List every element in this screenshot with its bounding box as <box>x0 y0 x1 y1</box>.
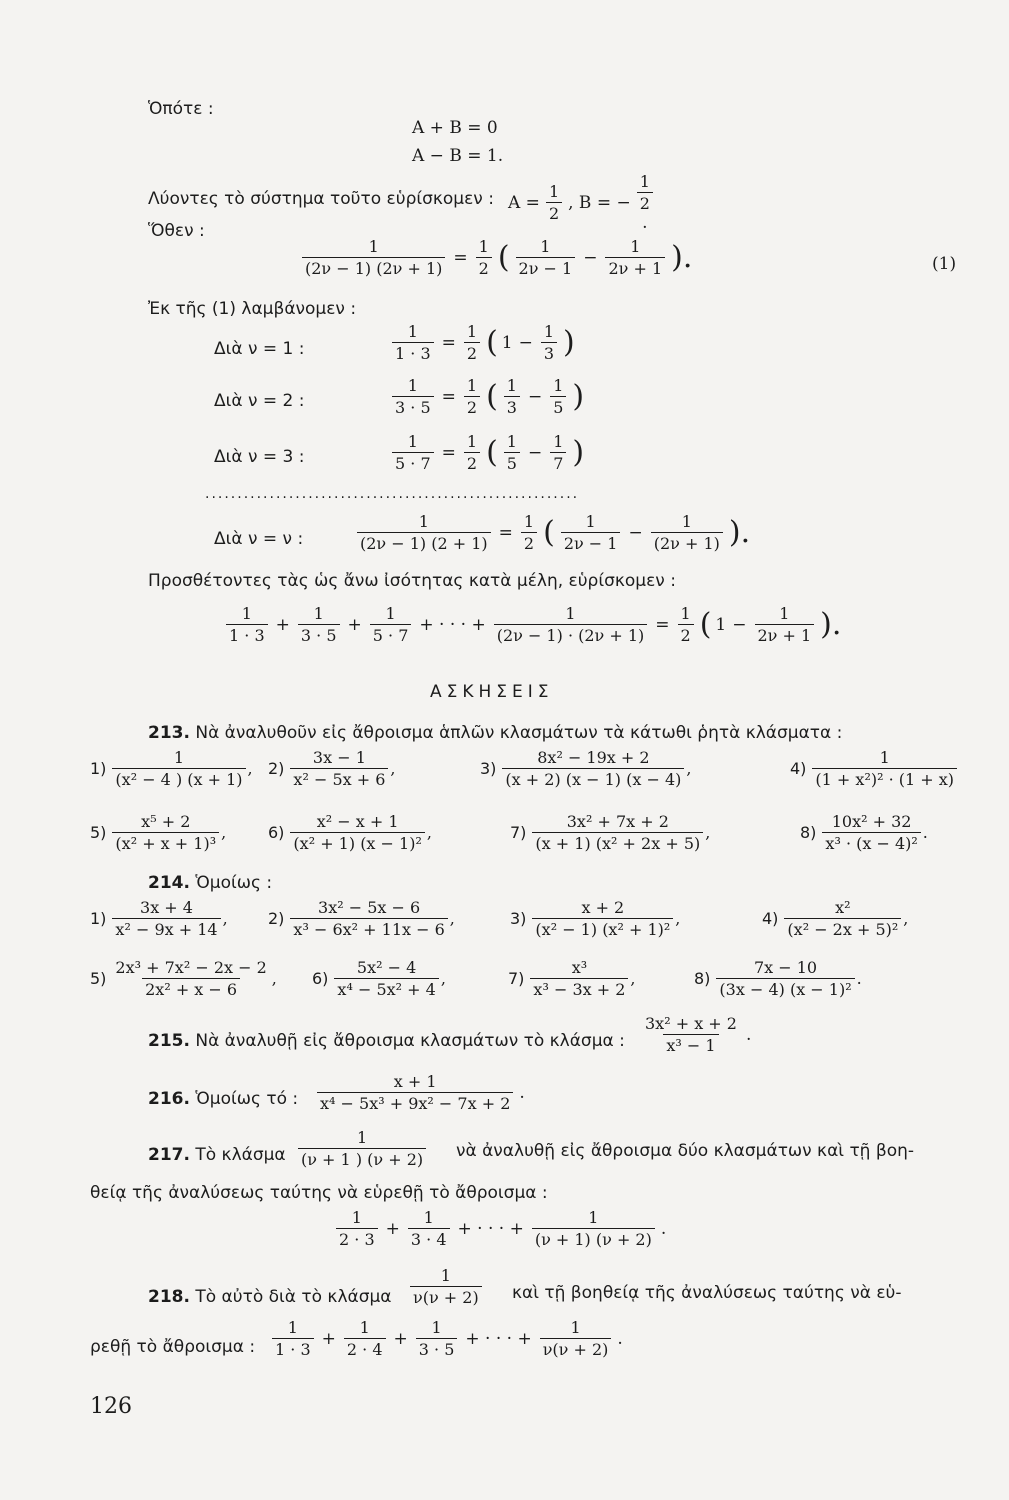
item-fraction: $\frac{\text{3x² − 5x − 6}}{\text{x³ − 6x² + 11x − 6}}$ <box>290 898 447 939</box>
exercise-214-item: 2) $\frac{\text{3x² − 5x − 6}}{\text{x³ − 6x² + 11x − 6}}$ , <box>268 898 455 939</box>
exercise-217: 217. Τὸ κλάσμα <box>148 1145 286 1165</box>
exercise-217-text-c: θείᾳ τῆς ἀναλύσεως ταύτης νὰ εὑρεθῇ τὸ ἄθροισμα : <box>90 1183 548 1203</box>
item-fraction: $\frac{\text{10x² + 32}}{\text{x³ · (x − 4)²}}$ <box>822 812 920 853</box>
item-label: 6) <box>312 969 329 988</box>
exercise-216-fraction: $\frac{x + 1}{\text{x⁴ − 5x³ + 9x² − 7x + 2}}$ . <box>315 1072 525 1113</box>
item-label: 5) <box>90 823 107 842</box>
exercise-213-item: 1) $\frac{1}{\text{(x² − 4 ) (x + 1)}}$ , <box>90 748 253 789</box>
exercises-heading: ΑΣΚΗΣΕΙΣ <box>430 682 554 702</box>
exercise-217-text-b: νὰ ἀναλυθῇ εἰς ἄθροισμα δύο κλασμάτων καὶ τῇ βοη- <box>456 1141 915 1161</box>
exercise-214-item: 5) $\frac{\text{2x³ + 7x² − 2x − 2}}{\text{2x² + x − 6}}$ , <box>90 958 277 999</box>
item-label: 2) <box>268 759 285 778</box>
case-v1-label: Διὰ ν = 1 : <box>214 339 305 359</box>
exercise-216: 216. Ὁμοίως τό : <box>148 1089 299 1109</box>
exercise-213-row-2 <box>90 812 970 868</box>
exercise-213-row-1 <box>90 748 970 804</box>
fraction-main-b: $\frac{1}{2\nu + 1}$ <box>605 237 665 278</box>
equation-number: (1) <box>932 254 957 274</box>
exercise-214-item: 8) $\frac{7x - 10}{\text{(3x − 4) (x − 1)²}}$ . <box>694 958 862 999</box>
item-label: 6) <box>268 823 285 842</box>
item-label: 8) <box>800 823 817 842</box>
opote-label: Ὁπότε : <box>148 99 214 119</box>
exercise-214-item: 1) $\frac{3x + 4}{\text{x² − 9x + 14}}$ , <box>90 898 228 939</box>
case-vn: $\frac{1}{(2\nu - 1) (2 + 1)}$ = $\frac{1}{2}$ ( $\frac{1}{2\nu - 1}$ − $\frac{1}{(2\nu + 1)}$ ). <box>355 512 750 553</box>
equation-a-minus-b: A − B = 1. <box>412 146 504 166</box>
item-label: 1) <box>90 759 107 778</box>
item-fraction: $\frac{1}{\text{(x² − 4 ) (x + 1)}}$ <box>112 748 245 789</box>
exercise-213-item: 8) $\frac{\text{10x² + 32}}{\text{x³ · (x − 4)²}}$ . <box>800 812 928 853</box>
exercise-218-sum: $\frac{1}{1 \cdot 3}$ + $\frac{1}{2 \cdot 4}$ + $\frac{1}{3 \cdot 5}$ + · · · + $\frac{1}{\nu(\nu + 2)}$ . <box>270 1318 623 1359</box>
exercise-214-item: 3) $\frac{x + 2}{\text{(x² − 1) (x² + 1)²}}$ , <box>510 898 681 939</box>
item-fraction: $\frac{3x - 1}{\text{x² − 5x + 6}}$ <box>290 748 388 789</box>
fraction-half: 1 2 . <box>637 172 653 233</box>
fraction-main-lhs: $\frac{1}{(2\nu - 1) (2\nu + 1)}$ <box>302 237 445 278</box>
item-fraction: $\frac{\text{5x² − 4}}{\text{x⁴ − 5x² + 4}}$ <box>334 958 438 999</box>
item-fraction: $\frac{3x + 4}{\text{x² − 9x + 14}}$ <box>112 898 220 939</box>
exercise-214-row-2 <box>90 958 970 1014</box>
fraction-half: $\frac{1}{2}$ <box>546 182 562 223</box>
item-fraction: $\frac{\text{x²}}{\text{(x² − 2x + 5)²}}$ <box>784 898 901 939</box>
othen-label: Ὅθεν : <box>148 221 205 241</box>
exercise-213-item: 3) $\frac{\text{8x² − 19x + 2}}{(x + 2) (x - 1) (x - 4)}$ , <box>480 748 692 789</box>
exercise-213-item: 6) $\frac{\text{x² − x + 1}}{\text{(x² + 1) (x − 1)²}}$ , <box>268 812 432 853</box>
telescoping-sum: $\frac{1}{1 \cdot 3}$ + $\frac{1}{3 \cdot 5}$ + $\frac{1}{5 \cdot 7}$ + · · · + $\frac{1}{(2\nu - 1) \cdot (2\nu + 1)}$ = $\frac{1}{2}$ ( 1 − $\frac{1}{2\nu + 1}$ ). <box>224 604 841 645</box>
main-identity: $\frac{1}{(2\nu - 1) (2\nu + 1)}$ = $\frac{1}{2}$ ( $\frac{1}{2\nu - 1}$ − $\frac{1}{2\nu + 1}$ ). <box>300 237 692 278</box>
exercise-213-item <box>790 748 959 789</box>
item-label: 2) <box>268 909 285 928</box>
exercise-218-text-b: καὶ τῇ βοηθείᾳ τῆς ἀναλύσεως ταύτης νὰ εὑ- <box>512 1283 902 1303</box>
case-v2-label: Διὰ ν = 2 : <box>214 391 305 411</box>
equation-a-plus-b: A + B = 0 <box>412 118 498 138</box>
item-label: 7) <box>510 823 527 842</box>
item-fraction: $\frac{7x - 10}{\text{(3x − 4) (x − 1)²}}$ <box>716 958 854 999</box>
exercise-218: 218. Τὸ αὐτὸ διὰ τὸ κλάσμα <box>148 1287 392 1307</box>
page-number: 126 <box>90 1394 132 1419</box>
case-v2: $\frac{1}{3 \cdot 5}$ = $\frac{1}{2}$ ( $\frac{1}{3}$ − $\frac{1}{5}$ ) <box>390 376 584 417</box>
adding-text: Προσθέτοντες τὰς ὡς ἄνω ἰσότητας κατὰ μέλη, εὑρίσκομεν : <box>148 571 676 591</box>
item-label: 5) <box>90 969 107 988</box>
exercise-213-item: 7) $\frac{\text{3x² + 7x + 2}}{\text{(x + 1) (x² + 2x + 5)}}$ , <box>510 812 711 853</box>
exercise-218-text-c: ρεθῇ τὸ ἄθροισμα : <box>90 1337 256 1357</box>
exercise-213-item: 5) $\frac{\text{x⁵ + 2}}{\text{(x² + x + 1)³}}$ , <box>90 812 227 853</box>
item-fraction: $\frac{\text{3x² + 7x + 2}}{\text{(x + 1) (x² + 2x + 5)}}$ <box>532 812 703 853</box>
item-fraction: $\frac{\text{x⁵ + 2}}{\text{(x² + x + 1)³}}$ <box>112 812 219 853</box>
case-v3: $\frac{1}{5 \cdot 7}$ = $\frac{1}{2}$ ( $\frac{1}{5}$ − $\frac{1}{7}$ ) <box>390 432 584 473</box>
exercise-214-item: 4) $\frac{\text{x²}}{\text{(x² − 2x + 5)²}}$ , <box>762 898 909 939</box>
exercise-214-item: 6) $\frac{\text{5x² − 4}}{\text{x⁴ − 5x² + 4}}$ , <box>312 958 446 999</box>
item-label: 3) <box>480 759 497 778</box>
item-label: 4) <box>762 909 779 928</box>
item-label: 4) <box>790 759 807 778</box>
solution-a-b <box>508 172 655 233</box>
item-fraction: $\frac{\text{8x² − 19x + 2}}{(x + 2) (x - 1) (x - 4)}$ <box>502 748 684 789</box>
exercise-217-sum: $\frac{1}{2 \cdot 3}$ + $\frac{1}{3 \cdot 4}$ + · · · + $\frac{1}{(\nu + 1) (\nu + 2)}$ . <box>334 1208 666 1249</box>
item-fraction: $\frac{\text{x² − x + 1}}{\text{(x² + 1) (x − 1)²}}$ <box>290 812 424 853</box>
exercise-218-fraction: $\frac{1}{\nu(\nu + 2)}$ <box>408 1266 484 1307</box>
exercise-214-item: 7) $\frac{\text{x³}}{\text{x³ − 3x + 2}}$ , <box>508 958 636 999</box>
dotted-separator: .......................................................... <box>205 486 580 502</box>
item-label: 7) <box>508 969 525 988</box>
fraction-half: $\frac{1}{2}$ <box>476 237 492 278</box>
item-fraction: $\frac{x + 2}{\text{(x² − 1) (x² + 1)²}}$ <box>532 898 673 939</box>
exercise-217-fraction: $\frac{1}{(\nu + 1 ) (\nu + 2)}$ <box>296 1128 428 1169</box>
case-vn-label: Διὰ ν = ν : <box>214 529 304 549</box>
case-v1: $\frac{1}{1 \cdot 3}$ = $\frac{1}{2}$ ( 1 − $\frac{1}{3}$ ) <box>390 322 575 363</box>
item-label: 8) <box>694 969 711 988</box>
ek-text: Ἐκ τῆς (1) λαμβάνομεν : <box>148 299 357 319</box>
exercise-213: 213. Νὰ ἀναλυθοῦν εἰς ἄθροισμα ἁπλῶν κλασμάτων τὰ κάτωθι ῥητὰ κλάσματα : <box>148 723 843 743</box>
exercise-213-item: 2) $\frac{3x - 1}{\text{x² − 5x + 6}}$ , <box>268 748 396 789</box>
exercise-214: 214. Ὁμοίως : <box>148 873 273 893</box>
item-fraction: $\frac{\text{x³}}{\text{x³ − 3x + 2}}$ <box>530 958 628 999</box>
item-fraction: $\frac{\text{2x³ + 7x² − 2x − 2}}{\text{2x² + x − 6}}$ <box>115 958 267 999</box>
case-v3-label: Διὰ ν = 3 : <box>214 447 305 467</box>
item-fraction: $\frac{1}{\text{(1 + x²)² · (1 + x)}}$ <box>812 748 957 789</box>
exercise-215-fraction: $\frac{\text{3x² + x + 2}}{\text{x³ − 1}}$ . <box>645 1014 752 1055</box>
fraction-main-a: $\frac{1}{2\nu - 1}$ <box>516 237 576 278</box>
b-equals: , B = − <box>568 192 631 213</box>
item-label: 3) <box>510 909 527 928</box>
item-label: 1) <box>90 909 107 928</box>
solving-text: Λύοντες τὸ σύστημα τοῦτο εὑρίσκομεν : <box>148 189 494 209</box>
a-equals: A = <box>508 192 540 213</box>
exercise-215: 215. Νὰ ἀναλυθῇ εἰς ἄθροισμα κλασμάτων τὸ κλάσμα : <box>148 1031 625 1051</box>
exercise-214-row-1 <box>90 898 970 954</box>
